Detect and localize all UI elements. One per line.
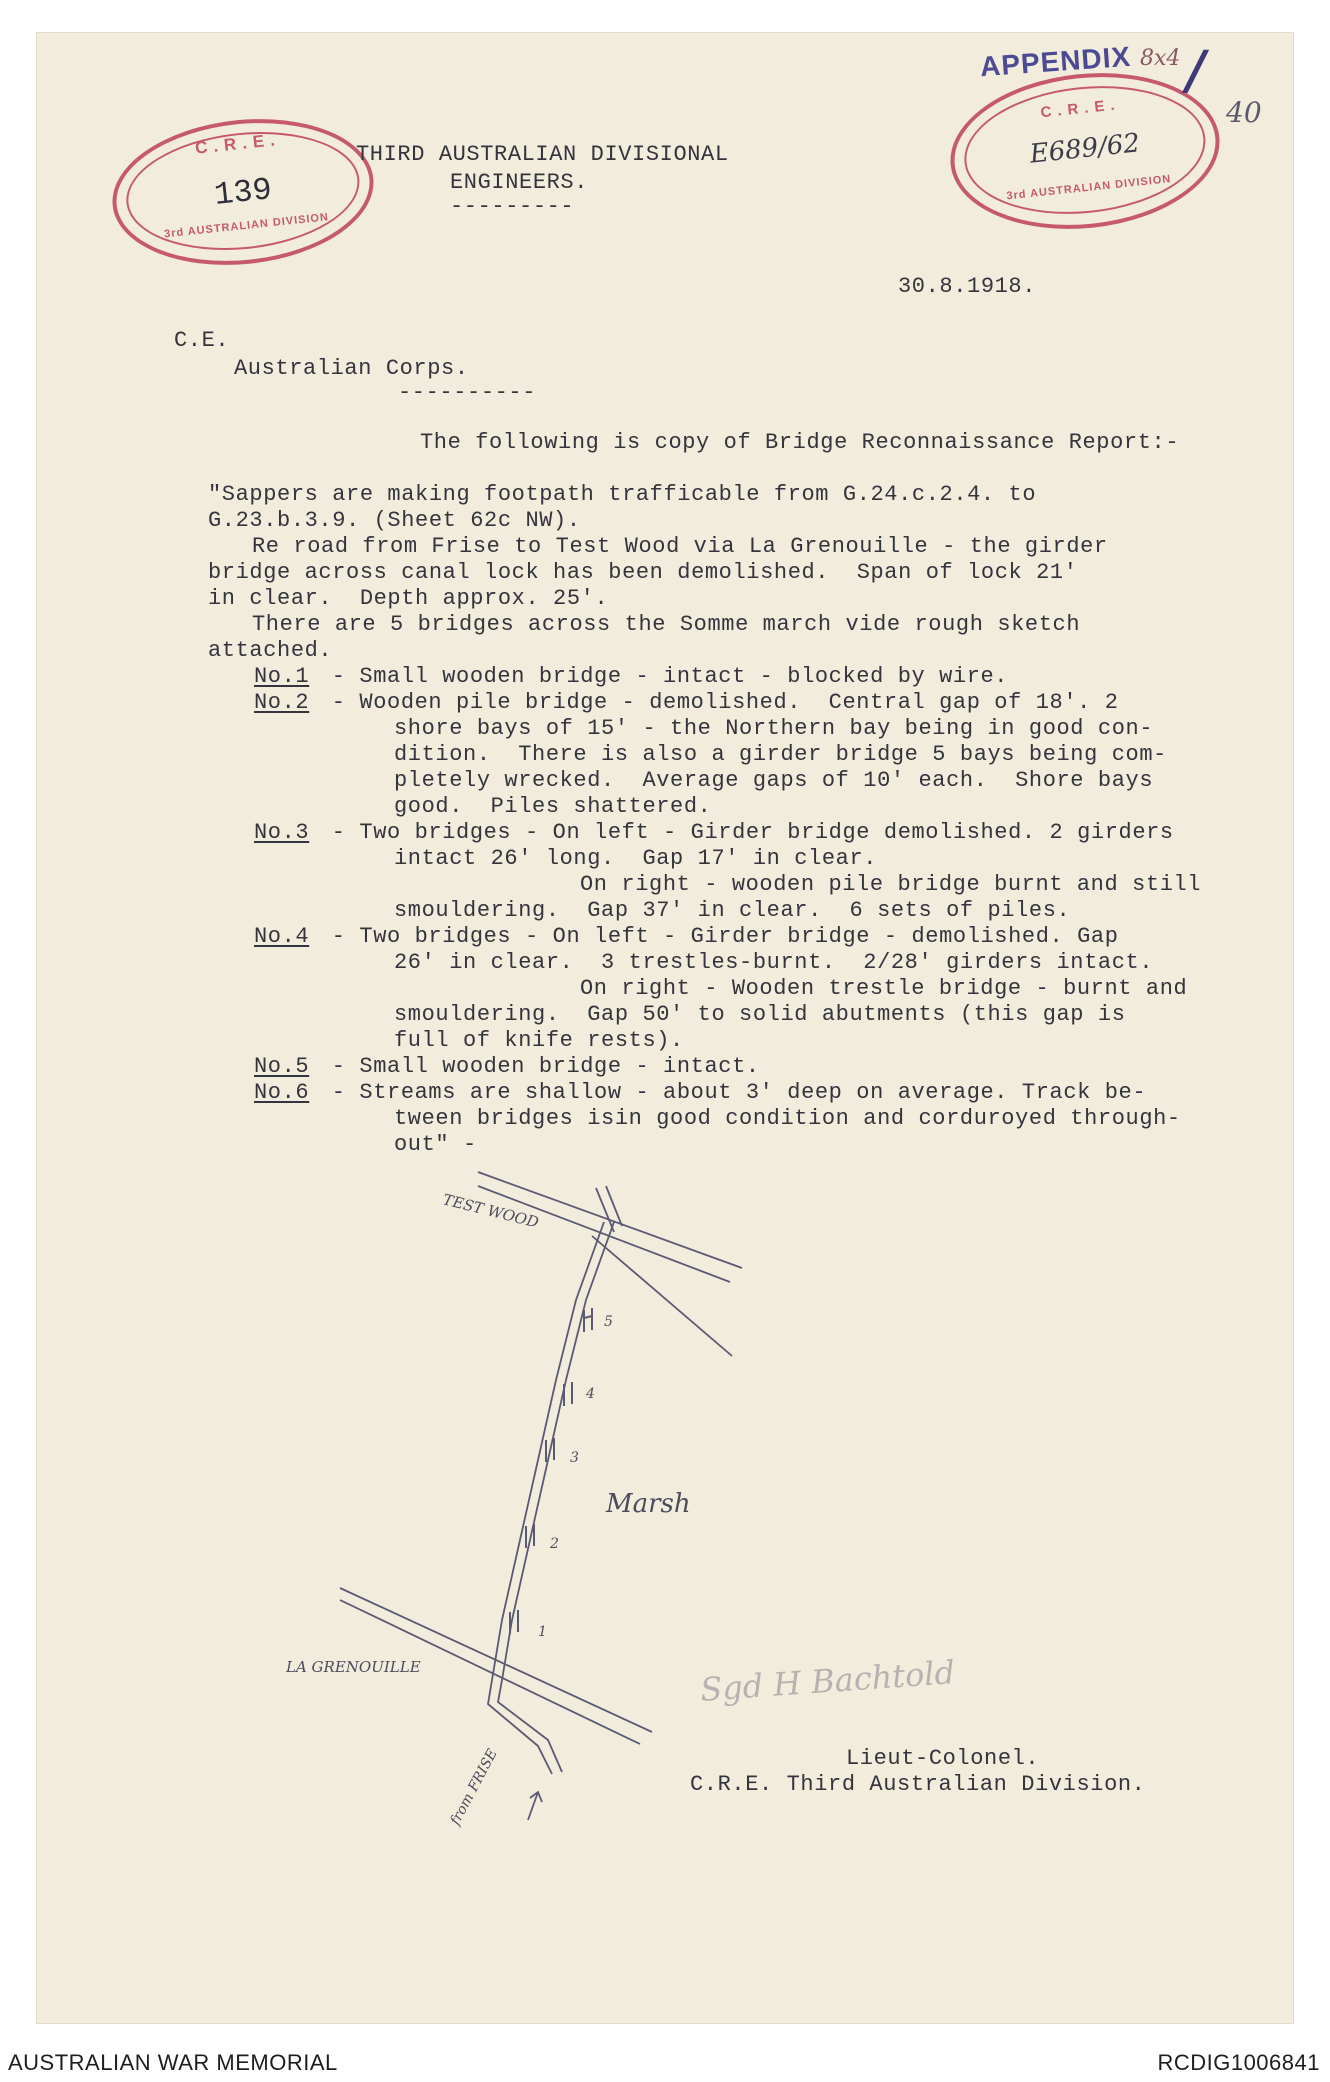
item-line: - Streams are shallow - about 3' deep on average. Track be-	[318, 1080, 1147, 1105]
appendix-stamp: APPENDIX	[979, 40, 1133, 83]
appendix-slash: /	[1186, 40, 1205, 101]
addressee-line1: C.E.	[174, 328, 230, 353]
item-label: No.5	[254, 1054, 310, 1079]
header-line1: THIRD AUSTRALIAN DIVISIONAL	[356, 142, 729, 167]
item-line: dition. There is also a girder bridge 5 bays being com-	[394, 742, 1167, 767]
addressee-rule: ----------	[398, 380, 537, 405]
bridge-number: 1	[538, 1624, 547, 1640]
item-label: No.3	[254, 820, 310, 845]
item-label: No.6	[254, 1080, 310, 1105]
header-line2: ENGINEERS.	[450, 170, 589, 195]
sketch-labels	[285, 1190, 691, 1828]
bridge-number: 5	[604, 1314, 613, 1330]
stamp-right-org: C.R.E.	[1039, 96, 1122, 122]
appendix-annotation: 8x4	[1140, 46, 1181, 71]
item-line: smouldering. Gap 37' in clear. 6 sets of piles.	[394, 898, 1071, 923]
addressee-line2: Australian Corps.	[234, 356, 469, 381]
signature-rank: Lieut-Colonel.	[846, 1746, 1040, 1771]
item-line: smouldering. Gap 50' to solid abutments (this gap is	[394, 1002, 1126, 1027]
page-number: 40	[1226, 96, 1262, 129]
item-line: tween bridges isin good condition and corduroyed through-	[394, 1106, 1181, 1131]
item-line: intact 26' long. Gap 17' in clear.	[394, 846, 878, 871]
item-line: shore bays of 15' - the Northern bay being in good con-	[394, 716, 1154, 741]
sketch-label-marsh: Marsh	[606, 1489, 691, 1519]
header-rule: ---------	[450, 194, 575, 219]
item-line: out" -	[394, 1132, 477, 1157]
report-line: attached.	[208, 638, 333, 663]
item-line: - Two bridges - On left - Girder bridge demolished. 2 girders	[318, 820, 1174, 845]
report-line: "Sappers are making footpath trafficable from G.24.c.2.4. to	[208, 482, 1037, 507]
item-line: - Wooden pile bridge - demolished. Central gap of 18'. 2	[318, 690, 1119, 715]
stamp-left-division: 3rd AUSTRALIAN DIVISION	[163, 211, 330, 241]
sketch-label-from-frise: from FRISE	[447, 1746, 501, 1828]
stamp-left-org: C.R.E.	[194, 129, 282, 158]
bridge-number: 2	[550, 1536, 559, 1552]
date: 30.8.1918.	[898, 274, 1037, 299]
stamp-right-ref: E689/62	[1028, 128, 1142, 170]
intro-line: The following is copy of Bridge Reconnaissance Report:-	[420, 430, 1180, 455]
footer-archive-name: AUSTRALIAN WAR MEMORIAL	[8, 2050, 338, 2075]
stamp-left-number: 139	[212, 171, 274, 214]
item-line: On right - Wooden trestle bridge - burnt and	[580, 976, 1188, 1001]
bridge-number: 4	[586, 1386, 595, 1402]
bridge-number: 3	[570, 1450, 579, 1466]
item-line: - Small wooden bridge - intact.	[318, 1054, 760, 1079]
item-line: pletely wrecked. Average gaps of 10' each. Shore bays	[394, 768, 1154, 793]
report-line: G.23.b.3.9. (Sheet 62c NW).	[208, 508, 581, 533]
report-line: There are 5 bridges across the Somme march vide rough sketch	[252, 612, 1081, 637]
item-line: 26' in clear. 3 trestles-burnt. 2/28' girders intact.	[394, 950, 1154, 975]
item-line: On right - wooden pile bridge burnt and still	[580, 872, 1202, 897]
report-line: in clear. Depth approx. 25'.	[208, 586, 609, 611]
item-label: No.2	[254, 690, 310, 715]
item-label: No.1	[254, 664, 310, 689]
sketch-label-la-grenouille: LA GRENOUILLE	[286, 1658, 421, 1676]
item-line: - Small wooden bridge - intact - blocked by wire.	[318, 664, 1009, 689]
item-line: - Two bridges - On left - Girder bridge - demolished. Gap	[318, 924, 1119, 949]
sketch-label-test-wood: TEST WOOD	[441, 1190, 541, 1232]
item-line: good. Piles shattered.	[394, 794, 712, 819]
stamp-right-division: 3rd AUSTRALIAN DIVISION	[1005, 173, 1172, 203]
item-label: No.4	[254, 924, 310, 949]
signature-handwritten: Sgd H Bachtold	[698, 1653, 957, 1709]
report-line: Re road from Frise to Test Wood via La Grenouille - the girder	[252, 534, 1108, 559]
sketch-bridge-marks	[510, 1308, 592, 1634]
report-line: bridge across canal lock has been demolished. Span of lock 21'	[208, 560, 1078, 585]
footer-record-id: RCDIG1006841	[1157, 2050, 1320, 2075]
item-line: full of knife rests).	[394, 1028, 684, 1053]
signature-title: C.R.E. Third Australian Division.	[690, 1772, 1146, 1797]
